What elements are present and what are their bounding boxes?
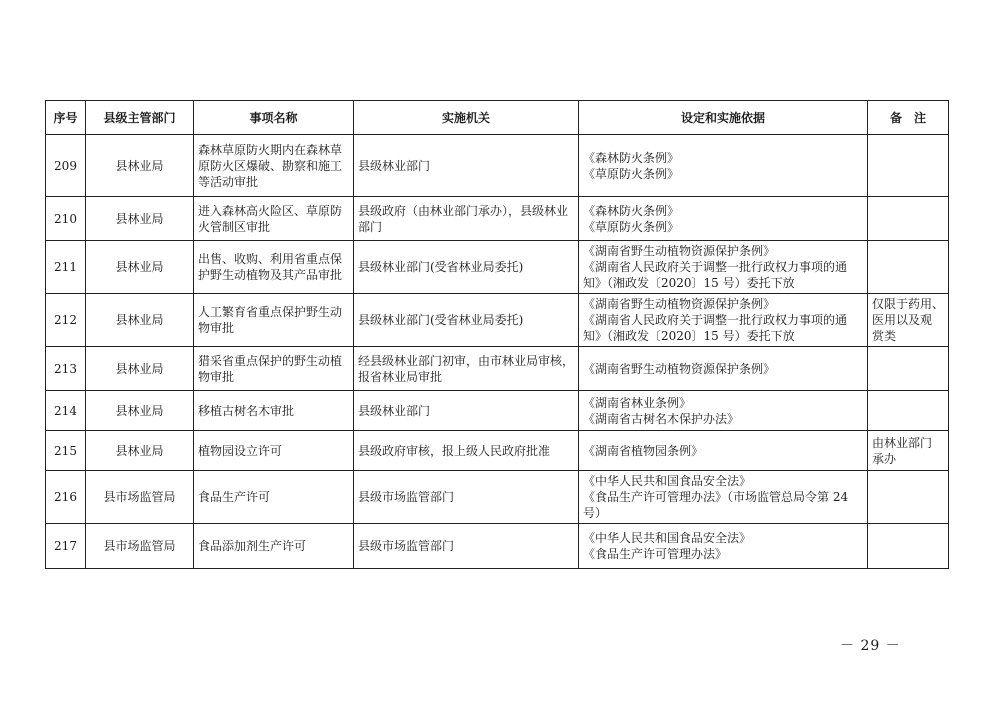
cell-item-name	[194, 241, 354, 294]
cell-item-name-line: 食品添加剂生产许可	[198, 539, 307, 553]
header-remarks: 备 注	[868, 101, 949, 135]
cell-implementing-agency-line: 部门	[358, 219, 383, 234]
cell-implementing-agency-line: 县级市场监管部门	[358, 539, 455, 553]
cell-county-department: 县市场监管局	[86, 471, 194, 524]
cell-implementing-agency	[354, 197, 579, 241]
cell-item-name	[194, 524, 354, 569]
table-row	[46, 294, 949, 347]
cell-remarks-line: 赏类	[872, 329, 897, 343]
cell-remarks	[868, 294, 949, 347]
cell-implementing-agency-line: 报省林业局审批	[358, 369, 443, 384]
cell-item-name-line: 猎采省重点保护的野生动植	[198, 353, 343, 368]
cell-legal-basis	[579, 241, 868, 294]
cell-item-name-line: 移植古树名木审批	[198, 403, 295, 418]
cell-implementing-agency-line: 县级政府（由林业部门承办），县级林业	[358, 203, 569, 218]
cell-serial-number: 210	[46, 197, 86, 241]
cell-remarks	[868, 431, 949, 471]
cell-item-name-line: 等活动审批	[198, 174, 259, 189]
cell-legal-basis-line: 知》（湘政发〔2020〕15 号）委托下放	[583, 329, 795, 343]
cell-item-name	[194, 431, 354, 471]
cell-serial-number: 209	[46, 135, 86, 197]
cell-legal-basis	[579, 471, 868, 524]
table-row	[46, 347, 949, 391]
cell-implementing-agency-line: 县级市场监管部门	[358, 490, 455, 504]
cell-remarks-line: 承办	[872, 451, 897, 466]
table-row	[46, 197, 949, 241]
cell-implementing-agency	[354, 135, 579, 197]
cell-item-name	[194, 197, 354, 241]
cell-legal-basis	[579, 294, 868, 347]
cell-legal-basis-line: 《食品生产许可管理办法》（市场监管总局令第 24	[583, 490, 849, 504]
table-body	[46, 135, 949, 569]
cell-implementing-agency	[354, 391, 579, 431]
cell-remarks	[868, 241, 949, 294]
cell-item-name	[194, 347, 354, 391]
cell-legal-basis-line: 《湖南省野生动植物资源保护条例》	[583, 297, 776, 311]
cell-item-name-line: 物审批	[198, 321, 235, 335]
cell-implementing-agency-line: 县级林业部门(受省林业局委托)	[358, 260, 524, 274]
cell-item-name-line: 食品生产许可	[198, 490, 271, 504]
cell-county-department: 县林业局	[86, 391, 194, 431]
cell-legal-basis-line: 《湖南省植物园条例》	[583, 443, 704, 458]
cell-legal-basis	[579, 431, 868, 471]
cell-item-name	[194, 294, 354, 347]
licensing-items-table	[45, 100, 949, 569]
cell-serial-number: 215	[46, 431, 86, 471]
table-row	[46, 471, 949, 524]
cell-legal-basis-line: 《中华人民共和国食品安全法》	[583, 474, 752, 488]
cell-legal-basis-line: 《湖南省野生动植物资源保护条例》	[583, 244, 776, 258]
cell-legal-basis	[579, 524, 868, 569]
cell-item-name-line: 森林草原防火期内在森林草	[198, 142, 343, 157]
table-row	[46, 241, 949, 294]
cell-serial-number: 213	[46, 347, 86, 391]
cell-item-name-line: 护野生动植物及其产品审批	[198, 268, 343, 282]
header-county-department: 县级主管部门	[86, 101, 194, 135]
cell-item-name-line: 进入森林高火险区、草原防	[198, 203, 343, 218]
cell-legal-basis-line: 《草原防火条例》	[583, 166, 680, 181]
cell-legal-basis	[579, 135, 868, 197]
cell-legal-basis-line: 《湖南省林业条例》	[583, 395, 692, 410]
cell-remarks-line: 由林业部门	[872, 435, 933, 450]
cell-legal-basis	[579, 391, 868, 431]
cell-item-name-line: 火管制区审批	[198, 219, 271, 234]
cell-implementing-agency	[354, 241, 579, 294]
cell-implementing-agency	[354, 524, 579, 569]
cell-county-department: 县林业局	[86, 347, 194, 391]
cell-legal-basis-line: 《湖南省古树名木保护办法》	[583, 411, 740, 426]
cell-county-department: 县林业局	[86, 431, 194, 471]
cell-legal-basis	[579, 347, 868, 391]
cell-item-name-line: 人工繁育省重点保护野生动	[198, 305, 343, 319]
cell-serial-number: 212	[46, 294, 86, 347]
cell-county-department: 县林业局	[86, 294, 194, 347]
cell-item-name	[194, 135, 354, 197]
cell-item-name	[194, 471, 354, 524]
cell-county-department: 县市场监管局	[86, 524, 194, 569]
cell-legal-basis-line: 《森林防火条例》	[583, 150, 680, 165]
cell-implementing-agency	[354, 347, 579, 391]
cell-remarks	[868, 347, 949, 391]
cell-legal-basis	[579, 197, 868, 241]
cell-item-name-line: 植物园设立许可	[198, 443, 283, 458]
cell-item-name	[194, 391, 354, 431]
cell-remarks	[868, 524, 949, 569]
cell-implementing-agency	[354, 471, 579, 524]
table-row	[46, 135, 949, 197]
cell-remarks	[868, 471, 949, 524]
cell-implementing-agency-line: 经县级林业部门初审，由市林业局审核，	[358, 353, 575, 368]
cell-legal-basis-line: 《湖南省野生动植物资源保护条例》	[583, 361, 776, 376]
cell-remarks-line: 仅限于药用、	[872, 297, 945, 311]
cell-implementing-agency	[354, 431, 579, 471]
table-row	[46, 431, 949, 471]
cell-legal-basis-line: 《湖南省人民政府关于调整一批行政权力事项的通	[583, 260, 848, 274]
cell-remarks	[868, 391, 949, 431]
cell-implementing-agency-line: 县级政府审核，报上级人民政府批准	[358, 443, 551, 458]
cell-legal-basis-line: 号）	[583, 506, 608, 520]
cell-legal-basis-line: 《草原防火条例》	[583, 219, 680, 234]
cell-item-name-line: 物审批	[198, 369, 235, 384]
cell-serial-number: 217	[46, 524, 86, 569]
header-item-name: 事项名称	[194, 101, 354, 135]
cell-county-department: 县林业局	[86, 197, 194, 241]
cell-legal-basis-line: 《中华人民共和国食品安全法》	[583, 531, 752, 545]
table-row	[46, 391, 949, 431]
table-header-row	[46, 101, 949, 135]
cell-serial-number: 214	[46, 391, 86, 431]
cell-county-department: 县林业局	[86, 135, 194, 197]
cell-implementing-agency-line: 县级林业部门	[358, 158, 431, 173]
header-serial-number: 序号	[46, 101, 86, 135]
cell-legal-basis-line: 《湖南省人民政府关于调整一批行政权力事项的通	[583, 313, 848, 327]
cell-serial-number: 216	[46, 471, 86, 524]
cell-implementing-agency	[354, 294, 579, 347]
header-implementing-agency: 实施机关	[354, 101, 579, 135]
cell-county-department: 县林业局	[86, 241, 194, 294]
cell-remarks	[868, 197, 949, 241]
header-legal-basis: 设定和实施依据	[579, 101, 868, 135]
cell-implementing-agency-line: 县级林业部门	[358, 403, 431, 418]
cell-item-name-line: 出售、收购、利用省重点保	[198, 252, 343, 266]
cell-remarks	[868, 135, 949, 197]
cell-legal-basis-line: 《食品生产许可管理办法》	[583, 547, 728, 561]
cell-serial-number: 211	[46, 241, 86, 294]
cell-legal-basis-line: 《森林防火条例》	[583, 203, 680, 218]
cell-remarks-line: 医用以及观	[872, 313, 933, 327]
cell-item-name-line: 原防火区爆破、勘察和施工	[198, 158, 343, 173]
page-number: － 29 －	[840, 638, 901, 654]
table-row	[46, 524, 949, 569]
cell-implementing-agency-line: 县级林业部门(受省林业局委托)	[358, 313, 524, 327]
cell-legal-basis-line: 知》（湘政发〔2020〕15 号）委托下放	[583, 276, 795, 290]
